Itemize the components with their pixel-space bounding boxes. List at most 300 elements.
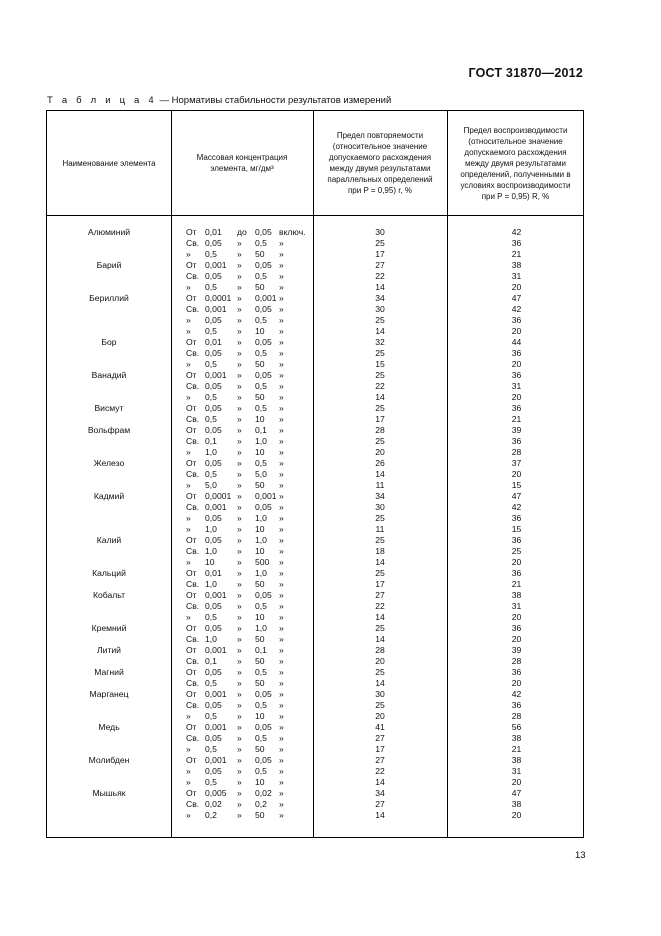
range-suffix: »	[279, 381, 284, 391]
range-from-word: Св.	[186, 381, 200, 391]
repeatability-value-cell: 27	[375, 799, 385, 809]
table-row	[47, 678, 585, 689]
header-line: Предел воспроизводимости	[463, 125, 568, 135]
element-name-cell: Алюминий	[87, 227, 131, 237]
range-from-word: »	[186, 711, 191, 721]
range-to-word: »	[237, 689, 242, 699]
range-from-value: 0,001	[205, 370, 227, 380]
range-from-value: 0,01	[205, 227, 222, 237]
range-to-value: 0,5	[255, 348, 267, 358]
range-suffix: »	[279, 337, 284, 347]
range-from-word: От	[186, 491, 197, 501]
table-row	[47, 689, 585, 700]
range-to-word: »	[237, 260, 242, 270]
range-from-word: Св.	[186, 579, 200, 589]
range-suffix: »	[279, 491, 284, 501]
range-suffix: »	[279, 370, 284, 380]
range-from-word: »	[186, 447, 191, 457]
range-from-value: 0,1	[205, 436, 217, 446]
repeatability-value-cell: 14	[375, 469, 385, 479]
range-suffix: »	[279, 678, 284, 688]
range-suffix: »	[279, 568, 284, 578]
range-suffix: »	[279, 535, 284, 545]
range-suffix: »	[279, 315, 284, 325]
reproducibility-value-cell: 36	[511, 315, 522, 325]
range-to-value: 50	[255, 480, 265, 490]
reproducibility-value-cell: 21	[511, 249, 522, 259]
range-to-value: 0,05	[255, 304, 272, 314]
repeatability-value-cell: 30	[375, 502, 385, 512]
range-to-value: 0,2	[255, 799, 267, 809]
range-to-value: 10	[255, 524, 265, 534]
range-to-word: »	[237, 370, 242, 380]
reproducibility-value-cell: 47	[511, 788, 522, 798]
range-suffix: »	[279, 700, 284, 710]
element-name-cell: Молибден	[88, 755, 130, 765]
range-from-word: Св.	[186, 469, 200, 479]
reproducibility-value-cell: 20	[511, 612, 522, 622]
reproducibility-value-cell: 39	[511, 645, 522, 655]
range-from-value: 0,05	[205, 271, 222, 281]
range-suffix: »	[279, 744, 284, 754]
range-from-word: От	[186, 645, 197, 655]
range-from-value: 0,001	[205, 590, 227, 600]
range-suffix: »	[279, 766, 284, 776]
table-row	[47, 568, 585, 579]
range-suffix: »	[279, 326, 284, 336]
reproducibility-value-cell: 38	[511, 260, 522, 270]
range-to-word: »	[237, 799, 242, 809]
range-suffix: »	[279, 271, 284, 281]
header-concentration-text	[197, 152, 288, 174]
table-row	[47, 447, 585, 458]
range-from-value: 1,0	[205, 546, 217, 556]
range-from-word: Св.	[186, 304, 200, 314]
table-row	[47, 788, 585, 799]
repeatability-value-cell: 28	[375, 645, 385, 655]
reproducibility-value-cell: 47	[511, 293, 522, 303]
table-row	[47, 777, 585, 788]
range-from-value: 0,005	[205, 788, 227, 798]
table-row	[47, 667, 585, 678]
repeatability-value-cell: 14	[375, 634, 385, 644]
range-from-value: 0,02	[205, 799, 222, 809]
range-from-value: 0,0001	[205, 491, 232, 501]
table-row	[47, 656, 585, 667]
range-to-value: 0,02	[255, 788, 272, 798]
range-from-word: »	[186, 766, 191, 776]
reproducibility-value-cell: 20	[511, 282, 522, 292]
repeatability-value-cell: 27	[375, 755, 385, 765]
range-to-word: »	[237, 491, 242, 501]
range-to-value: 1,0	[255, 568, 267, 578]
range-from-value: 0,5	[205, 326, 217, 336]
range-to-value: 0,5	[255, 733, 267, 743]
reproducibility-value-cell: 20	[511, 777, 522, 787]
table-row	[47, 766, 585, 777]
range-from-word: Св.	[186, 436, 200, 446]
range-to-word: »	[237, 590, 242, 600]
range-suffix: »	[279, 359, 284, 369]
reproducibility-value-cell: 42	[511, 304, 522, 314]
element-name-cell: Магний	[94, 667, 124, 677]
reproducibility-value-cell: 25	[511, 546, 522, 556]
range-to-value: 1,0	[255, 513, 267, 523]
repeatability-value-cell: 25	[375, 238, 385, 248]
range-to-word: »	[237, 777, 242, 787]
range-to-value: 0,05	[255, 260, 272, 270]
range-from-value: 0,01	[205, 337, 222, 347]
range-to-word: »	[237, 722, 242, 732]
header-line: при P = 0,95) r, %	[347, 186, 412, 195]
reproducibility-value-cell: 28	[511, 656, 522, 666]
reproducibility-value-cell: 36	[511, 513, 522, 523]
table-row	[47, 403, 585, 414]
header-line: Предел повторяемости	[336, 131, 424, 140]
range-to-word: »	[237, 480, 242, 490]
table-row	[47, 227, 585, 238]
range-from-word: »	[186, 612, 191, 622]
range-to-value: 0,5	[255, 381, 267, 391]
range-to-value: 1,0	[255, 623, 267, 633]
repeatability-value-cell: 28	[375, 425, 385, 435]
repeatability-value-cell: 25	[375, 667, 385, 677]
stability-standards-table	[46, 110, 584, 838]
table-row	[47, 260, 585, 271]
range-suffix: »	[279, 579, 284, 589]
table-row	[47, 513, 585, 524]
range-to-value: 50	[255, 579, 265, 589]
range-to-word: »	[237, 788, 242, 798]
range-suffix: »	[279, 425, 284, 435]
range-to-word: »	[237, 282, 242, 292]
repeatability-value-cell: 26	[375, 458, 385, 468]
range-to-value: 10	[255, 414, 265, 424]
range-suffix: »	[279, 293, 284, 303]
range-from-value: 0,05	[205, 733, 222, 743]
reproducibility-value-cell: 20	[511, 810, 522, 820]
range-to-word: »	[237, 436, 242, 446]
repeatability-value-cell: 14	[375, 810, 385, 820]
range-suffix: »	[279, 414, 284, 424]
range-to-word: »	[237, 513, 242, 523]
range-suffix: »	[279, 480, 284, 490]
repeatability-value-cell: 34	[375, 293, 385, 303]
range-from-value: 0,5	[205, 678, 217, 688]
range-suffix: »	[279, 722, 284, 732]
range-to-word: »	[237, 568, 242, 578]
range-suffix: »	[279, 282, 284, 292]
reproducibility-value-cell: 36	[511, 568, 522, 578]
range-from-value: 0,5	[205, 282, 217, 292]
range-to-word: до	[237, 227, 247, 237]
table-row	[47, 249, 585, 260]
range-from-value: 0,5	[205, 249, 217, 259]
repeatability-value-cell: 30	[375, 304, 385, 314]
element-name-cell: Кремний	[91, 623, 127, 633]
reproducibility-value-cell: 56	[511, 722, 522, 732]
repeatability-value-cell: 25	[375, 436, 385, 446]
element-name-cell: Бор	[101, 337, 117, 347]
reproducibility-value-cell: 15	[511, 524, 522, 534]
table-row	[47, 733, 585, 744]
range-to-word: »	[237, 337, 242, 347]
range-suffix: »	[279, 810, 284, 820]
table-row	[47, 810, 585, 821]
range-to-word: »	[237, 414, 242, 424]
range-to-value: 10	[255, 326, 265, 336]
range-to-value: 0,5	[255, 403, 267, 413]
range-to-word: »	[237, 810, 242, 820]
range-to-value: 0,5	[255, 458, 267, 468]
element-name-cell: Кобальт	[92, 590, 126, 600]
element-name-cell: Кальций	[92, 568, 126, 578]
range-suffix: »	[279, 524, 284, 534]
range-from-word: От	[186, 788, 197, 798]
table-row	[47, 579, 585, 590]
range-suffix: »	[279, 557, 284, 567]
repeatability-value-cell: 17	[375, 579, 385, 589]
range-to-word: »	[237, 557, 242, 567]
range-to-word: »	[237, 579, 242, 589]
reproducibility-value-cell: 42	[511, 689, 522, 699]
header-line: условиях воспроизводимости	[460, 180, 571, 190]
range-from-word: »	[186, 777, 191, 787]
range-from-word: Св.	[186, 799, 200, 809]
range-suffix: »	[279, 348, 284, 358]
table-row	[47, 348, 585, 359]
reproducibility-value-cell: 36	[511, 403, 522, 413]
element-name-cell: Железо	[93, 458, 125, 468]
reproducibility-value-cell: 20	[511, 557, 522, 567]
table-row	[47, 799, 585, 810]
header-concentration	[171, 111, 313, 215]
range-from-value: 0,001	[205, 502, 227, 512]
range-from-word: Св.	[186, 678, 200, 688]
repeatability-value-cell: 22	[375, 381, 385, 391]
range-to-value: 0,001	[255, 491, 277, 501]
table-caption-prefix: Т а б л и ц а 4	[47, 95, 157, 106]
table-row	[47, 623, 585, 634]
reproducibility-value-cell: 15	[511, 480, 522, 490]
reproducibility-value-cell: 20	[511, 326, 522, 336]
range-from-value: 0,05	[205, 458, 222, 468]
reproducibility-value-cell: 36	[511, 623, 522, 633]
header-line: между двумя результатами	[465, 158, 566, 168]
range-to-word: »	[237, 755, 242, 765]
table-caption-text: — Нормативы стабильности результатов измерений	[156, 95, 392, 106]
range-from-value: 0,5	[205, 392, 217, 402]
range-to-value: 0,05	[255, 502, 272, 512]
range-to-word: »	[237, 315, 242, 325]
range-from-value: 0,5	[205, 469, 217, 479]
range-suffix: »	[279, 755, 284, 765]
range-to-word: »	[237, 623, 242, 633]
range-suffix: »	[279, 634, 284, 644]
range-from-value: 0,05	[205, 238, 222, 248]
table-row	[47, 755, 585, 766]
range-from-word: Св.	[186, 271, 200, 281]
range-from-value: 0,001	[205, 722, 227, 732]
range-suffix: »	[279, 733, 284, 743]
table-row	[47, 425, 585, 436]
repeatability-value-cell: 25	[375, 535, 385, 545]
range-to-word: »	[237, 667, 242, 677]
reproducibility-value-cell: 44	[511, 337, 522, 347]
table-row	[47, 337, 585, 348]
header-line: допускаемого расхождения	[464, 147, 567, 157]
range-from-word: Св.	[186, 238, 200, 248]
range-from-word: Св.	[186, 656, 200, 666]
range-from-word: »	[186, 315, 191, 325]
range-suffix: »	[279, 513, 284, 523]
header-line: параллельных определений	[327, 175, 433, 184]
range-from-word: »	[186, 513, 191, 523]
range-from-value: 0,05	[205, 403, 222, 413]
repeatability-value-cell: 20	[375, 656, 385, 666]
repeatability-value-cell: 27	[375, 590, 385, 600]
range-to-word: »	[237, 326, 242, 336]
range-to-word: »	[237, 546, 242, 556]
reproducibility-value-cell: 20	[511, 392, 522, 402]
range-from-value: 0,5	[205, 359, 217, 369]
range-from-word: Св.	[186, 414, 200, 424]
table-row	[47, 359, 585, 370]
range-from-value: 10	[205, 557, 215, 567]
range-to-word: »	[237, 249, 242, 259]
range-from-value: 0,2	[205, 810, 217, 820]
range-from-value: 1,0	[205, 579, 217, 589]
reproducibility-value-cell: 36	[511, 370, 522, 380]
range-from-value: 1,0	[205, 634, 217, 644]
repeatability-value-cell: 30	[375, 689, 385, 699]
reproducibility-value-cell: 36	[511, 535, 522, 545]
range-from-value: 0,001	[205, 689, 227, 699]
range-from-word: »	[186, 480, 191, 490]
reproducibility-value-cell: 36	[511, 348, 522, 358]
table-row	[47, 722, 585, 733]
reproducibility-value-cell: 20	[511, 634, 522, 644]
repeatability-value-cell: 30	[375, 227, 385, 237]
repeatability-value-cell: 17	[375, 414, 385, 424]
range-to-value: 0,05	[255, 227, 272, 237]
range-to-value: 0,5	[255, 315, 267, 325]
table-row	[47, 711, 585, 722]
range-to-value: 10	[255, 711, 265, 721]
range-from-value: 5,0	[205, 480, 217, 490]
range-from-value: 0,5	[205, 711, 217, 721]
header-line: (относительное значение	[468, 136, 563, 146]
table-row	[47, 535, 585, 546]
range-to-value: 10	[255, 447, 265, 457]
repeatability-value-cell: 15	[375, 359, 385, 369]
range-from-value: 0,0001	[205, 293, 232, 303]
range-from-word: От	[186, 403, 197, 413]
range-to-value: 0,5	[255, 700, 267, 710]
repeatability-value-cell: 34	[375, 788, 385, 798]
range-to-value: 0,05	[255, 722, 272, 732]
header-line: при P = 0,95) R, %	[481, 191, 550, 201]
range-suffix: »	[279, 645, 284, 655]
table-row	[47, 700, 585, 711]
range-suffix: »	[279, 711, 284, 721]
range-to-word: »	[237, 381, 242, 391]
element-name-cell: Барий	[96, 260, 122, 270]
header-reproducibility-text	[460, 125, 570, 202]
element-name-cell: Медь	[98, 722, 120, 732]
range-to-word: »	[237, 359, 242, 369]
range-suffix: »	[279, 403, 284, 413]
reproducibility-value-cell: 20	[511, 359, 522, 369]
range-from-value: 0,001	[205, 755, 227, 765]
table-row	[47, 282, 585, 293]
range-to-value: 0,05	[255, 755, 272, 765]
header-line: Массовая концентрация	[196, 153, 288, 162]
range-suffix: »	[279, 590, 284, 600]
range-from-value: 0,05	[205, 381, 222, 391]
range-to-value: 50	[255, 656, 265, 666]
table-row	[47, 601, 585, 612]
table-row	[47, 502, 585, 513]
range-from-word: »	[186, 524, 191, 534]
range-suffix: »	[279, 777, 284, 787]
range-from-word: От	[186, 535, 197, 545]
range-suffix: »	[279, 304, 284, 314]
header-line: элемента, мг/дм³	[210, 164, 274, 173]
range-to-word: »	[237, 634, 242, 644]
header-line: Наименование элемента	[62, 158, 156, 168]
range-to-value: 500	[255, 557, 270, 567]
range-from-word: »	[186, 744, 191, 754]
table-row	[47, 557, 585, 568]
document-code: ГОСТ 31870—2012	[468, 66, 583, 80]
repeatability-value-cell: 14	[375, 777, 385, 787]
range-to-word: »	[237, 348, 242, 358]
range-to-value: 50	[255, 678, 265, 688]
reproducibility-value-cell: 38	[511, 590, 522, 600]
repeatability-value-cell: 14	[375, 282, 385, 292]
range-to-word: »	[237, 403, 242, 413]
reproducibility-value-cell: 28	[511, 711, 522, 721]
element-name-cell: Висмут	[94, 403, 124, 413]
range-to-word: »	[237, 678, 242, 688]
range-to-word: »	[237, 744, 242, 754]
table-row	[47, 645, 585, 656]
range-suffix: »	[279, 260, 284, 270]
range-to-value: 50	[255, 249, 265, 259]
range-from-word: От	[186, 755, 197, 765]
range-from-word: От	[186, 590, 197, 600]
range-to-value: 0,5	[255, 271, 267, 281]
reproducibility-value-cell: 36	[511, 436, 522, 446]
range-from-word: От	[186, 623, 197, 633]
range-to-value: 0,05	[255, 337, 272, 347]
range-to-word: »	[237, 447, 242, 457]
range-to-word: »	[237, 238, 242, 248]
range-to-value: 0,5	[255, 601, 267, 611]
range-suffix: »	[279, 612, 284, 622]
range-from-value: 0,05	[205, 700, 222, 710]
repeatability-value-cell: 14	[375, 392, 385, 402]
range-from-value: 1,0	[205, 447, 217, 457]
range-to-word: »	[237, 711, 242, 721]
header-element-text	[62, 158, 155, 169]
repeatability-value-cell: 25	[375, 370, 385, 380]
range-to-word: »	[237, 425, 242, 435]
table-row	[47, 293, 585, 304]
range-suffix: »	[279, 601, 284, 611]
repeatability-value-cell: 25	[375, 348, 385, 358]
